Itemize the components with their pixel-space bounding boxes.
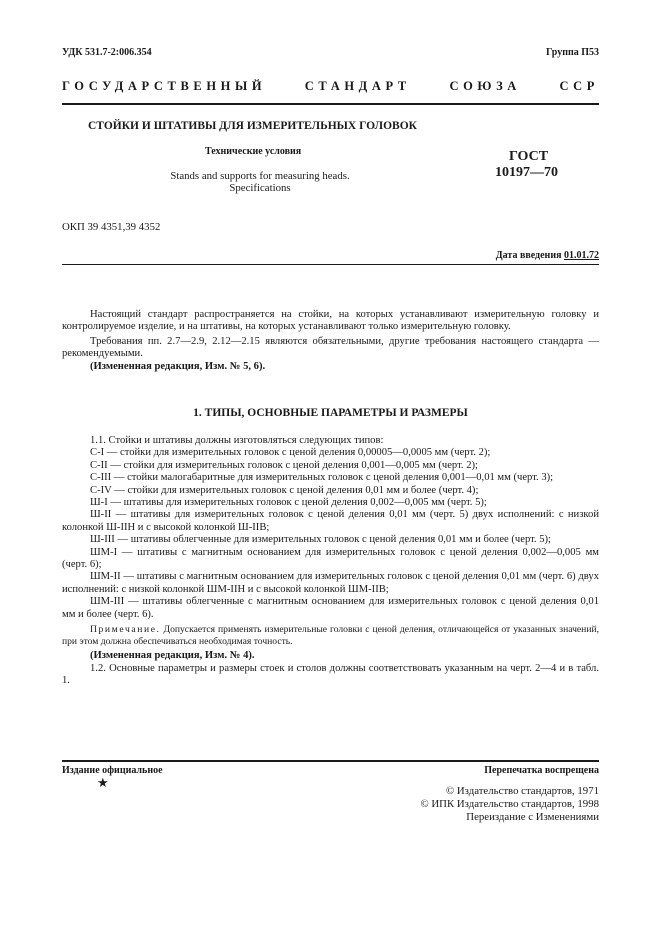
footer-divider <box>62 760 599 762</box>
english-title-line1: Stands and supports for measuring heads. <box>170 170 350 182</box>
reissue-note: Переиздание с Изменениями <box>466 811 599 823</box>
copyright-1998: © ИПК Издательство стандартов, 1998 <box>420 798 599 810</box>
section-1-body <box>62 435 599 687</box>
header-divider <box>62 103 599 105</box>
type-s1: С-I — стойки для измерительных головок с ценой деления 0,00005—0,0005 мм (черт. 2); <box>90 447 491 459</box>
introduction-date-value: 01.01.72 <box>564 250 599 261</box>
type-shm3: ШМ-III — штативы облегченные с магнитным основанием для измерительных головок с ценой деления 0,01 мм и более (черт. 6). <box>62 596 599 620</box>
section-1-heading: 1. ТИПЫ, ОСНОВНЫЕ ПАРАМЕТРЫ И РАЗМЕРЫ <box>193 407 468 419</box>
intro-requirements: Требования пп. 2.7—2.9, 2.12—2.15 являются обязательными, другие требования настоящего стандарта — рекомендуемыми. <box>62 335 599 360</box>
clause-1-1: 1.1. Стойки и штативы должны изготовляться следующих типов: <box>90 435 384 446</box>
star-icon: ★ <box>97 775 109 790</box>
udk-code: УДК 531.7-2:006.354 <box>62 47 152 58</box>
note-label: Примечание. <box>90 624 161 636</box>
type-shm2: ШМ-II — штативы с магнитным основанием для измерительных головок с ценой деления 0,01 мм (черт. 6) двух исполнений: с низкой колонкой ШМ-IIН и с высокой колонкой ШМ-IIВ; <box>62 571 599 595</box>
type-sh1: Ш-I — штативы для измерительных головок с ценой деления 0,002—0,005 мм (черт. 5); <box>90 497 487 509</box>
intro-scope: Настоящий стандарт распространяется на стойки, на которых устанавливают измерительную головку и контролируемое изделие, и на штативы, на которых устанавливают только измерительную головку. <box>62 309 599 333</box>
state-standard-banner: ГОСУДАРСТВЕННЫЙ СТАНДАРТ СОЮЗА ССР <box>62 79 599 93</box>
reprint-prohibited: Перепечатка воспрещена <box>484 765 599 776</box>
type-sh3: Ш-III — штативы облегченные для измерительных головок с ценой деления 0,01 мм и более (черт. 5); <box>90 534 551 546</box>
introduction-date-label: Дата введения <box>495 250 564 261</box>
note-text: Допускается применять измерительные головки с ценой деления, отличающейся от указанных значений, при этом должна обеспечиваться необходимая точность. <box>62 624 599 648</box>
type-s2: С-II — стойки для измерительных головок с ценой деления 0,001—0,005 мм (черт. 2); <box>90 459 478 471</box>
type-s4: С-IV — стойки для измерительных головок с ценой деления 0,01 мм и более (черт. 4); <box>90 484 479 496</box>
type-sh2: Ш-II — штативы для измерительных головок с ценой деления 0,01 мм (черт. 5) двух исполнений: с низкой колонкой Ш-IIН и с высокой колонкой Ш-IIВ; <box>62 509 599 533</box>
clause-1-2: 1.2. Основные параметры и размеры стоек и столов должны соответствовать указанным на черт. 2—4 и в табл. 1. <box>62 662 599 686</box>
type-s3: С-III — стойки малогабаритные для измерительных головок с ценой деления 0,001—0,01 мм (черт. 3); <box>90 472 554 484</box>
document-subtitle: Технические условия <box>205 146 302 157</box>
introduction-date <box>496 250 599 261</box>
okp-code: ОКП 39 4351,39 4352 <box>62 221 161 233</box>
english-title-line2: Specifications <box>229 182 291 194</box>
type-shm1: ШМ-I — штативы с магнитным основанием для измерительных головок с ценой деления 0,002—0,005 мм (черт. 6); <box>62 546 599 571</box>
note-paragraph <box>62 624 599 648</box>
section-1-revision: (Измененная редакция, Изм. № 4). <box>90 650 255 662</box>
gost-number: 10197—70 <box>495 165 558 180</box>
document-title: СТОЙКИ И ШТАТИВЫ ДЛЯ ИЗМЕРИТЕЛЬНЫХ ГОЛОВОК <box>88 120 417 132</box>
group-code: Группа П53 <box>546 47 599 58</box>
gost-label: ГОСТ <box>509 149 549 164</box>
intro-revision: (Измененная редакция, Изм. № 5, 6). <box>90 360 266 372</box>
date-divider <box>62 264 599 265</box>
copyright-1971: © Издательство стандартов, 1971 <box>445 785 599 797</box>
official-edition: Издание официальное <box>62 765 163 776</box>
intro-paragraphs <box>62 309 599 373</box>
